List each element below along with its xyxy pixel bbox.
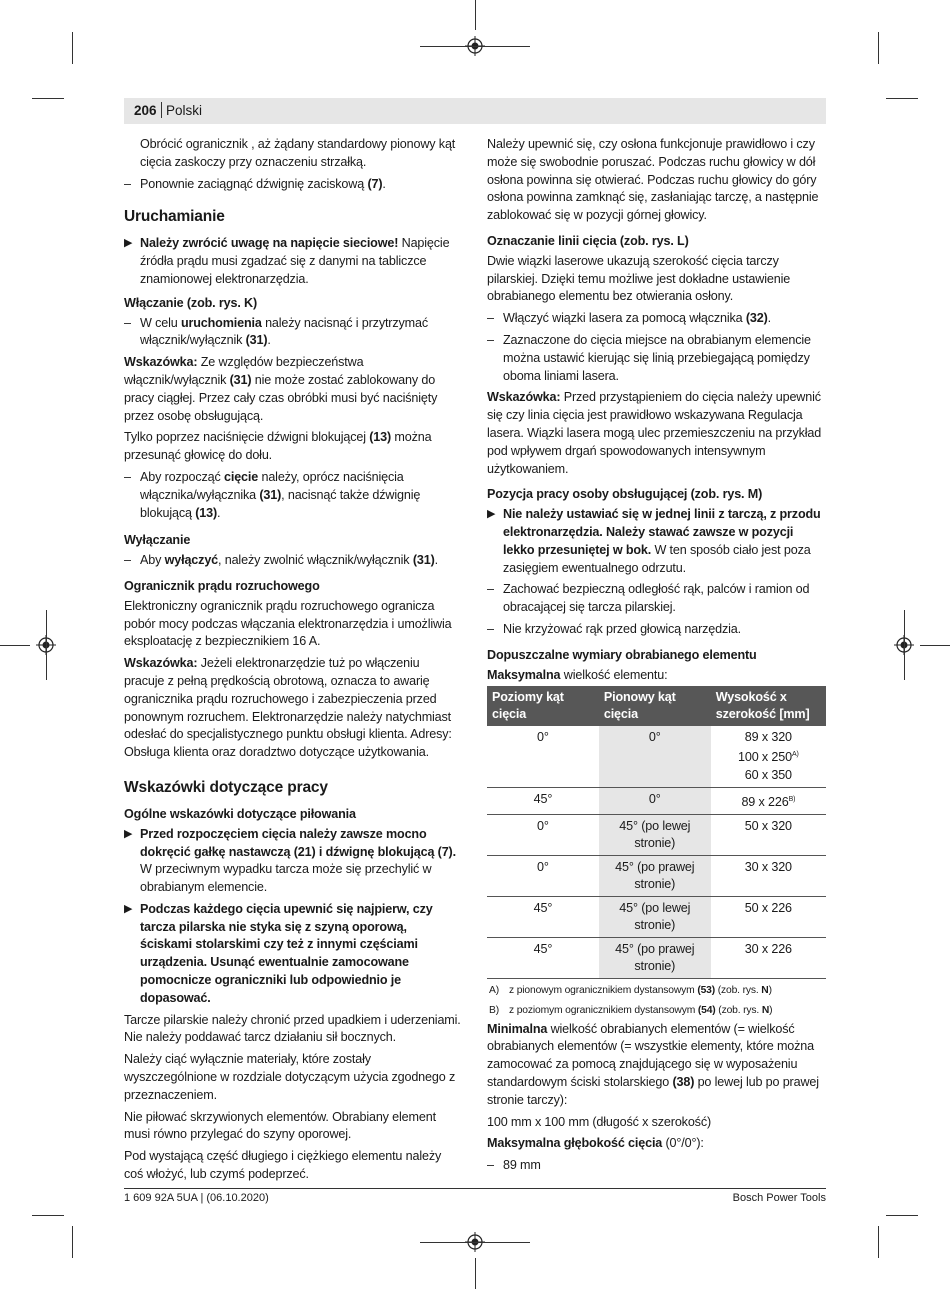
footnote: A) z pionowym ogranicznikiem dystansowym (53) (zob. rys. N) [489, 984, 772, 996]
table-row: 45° 0° 89 x $226^{B)}$ [487, 787, 826, 814]
warning-item: ▶ Nie należy ustawiać się w jednej linii z tarczą, z przodu elektronarzędzia. Należy stawać zawsze w pozycji lekko przesuniętej w bok. W ten sposób ciało jest poza zasięgiem ewentualnego odrzutu. [487, 507, 821, 575]
table-header: Wysokość x szerokość [mm] [711, 686, 826, 726]
crop-mark [46, 610, 47, 680]
list-item: – Ponownie zaciągnąć dźwignię zaciskową (7). [124, 176, 386, 191]
table-row: 0° 45° (po lewej stronie) 50 x 320 [487, 814, 826, 855]
paragraph: Obrócić ogranicznik , aż żądany standardowy pionowy kąt cięcia zaskoczy przy oznaczeniu strzałką. [140, 137, 456, 169]
table-row: 45° 45° (po lewej stronie) 50 x 226 [487, 896, 826, 937]
section-heading: Uruchamianie [124, 208, 225, 226]
crop-mark [878, 1226, 879, 1258]
crop-mark [886, 1215, 918, 1216]
paragraph: Nie piłować skrzywionych elementów. Obrabiany element musi równo przylegać do szyny oporowej. [124, 1109, 436, 1142]
note: Wskazówka: Ze względów bezpieczeństwa włącznik/wyłącznik (31) nie może zostać zablokowany do pracy ciągłej. Przez cały czas obróbki musi być naciśnięty przez osobę obsługującą. [124, 355, 438, 423]
note: Wskazówka: Jeżeli elektronarzędzie tuż po włączeniu pracuje z pełną prędkością obrotową, oznacza to awarię ogranicznika prądu rozruchowego i zabezpieczenia przed ponownym rozruchem. Elektronarzędzie należy natychmiast odesłać do specjalistycznego punktu obsługi klienta. Adresy: Obsługa klienta oraz doradztwo dotyczące użytkowania. [124, 656, 452, 760]
list-item: – Zachować bezpieczną odległość rąk, palców i ramion od obracającej się tarcza pilarskiej. [487, 582, 810, 615]
right-column [487, 136, 826, 1179]
warning-item: ▶ Przed rozpoczęciem cięcia należy zawsze mocno dokręcić gałkę nastawczą (21) i dźwignę blokującą (7). W przeciwnym wypadku tarcza może się przechylić w obrabianym elemencie. [124, 826, 456, 895]
note: Wskazówka: Przed przystąpieniem do cięcia należy upewnić się czy linia cięcia jest prawidłowo wskazywana Regulacja lasera. Wiązki lasera mogą ulec przemieszczeniu na przykład pod wpływem drgań spowodowanych intensywnym użytkowaniem. [487, 390, 822, 476]
table-header: Pionowy kąt cięcia [599, 686, 711, 726]
crop-mark [0, 645, 30, 646]
subheading: Włączanie (zob. rys. K) [124, 295, 258, 310]
footer-divider [124, 1188, 826, 1189]
subheading: Ogranicznik prądu rozruchowego [124, 578, 320, 593]
subheading: Ogólne wskazówki dotyczące piłowania [124, 806, 356, 821]
crop-mark [420, 1242, 530, 1243]
crop-mark [920, 645, 950, 646]
crop-mark [878, 32, 879, 64]
table-row: 0° 45° (po prawej stronie) 30 x 320 [487, 855, 826, 896]
crop-mark [475, 0, 476, 30]
paragraph: Należy ciąć wyłącznie materiały, które zostały wyszczególnione w rozdziale dotyczącym użycia zgodnego z przeznaczeniem. [124, 1052, 456, 1102]
table-row: 45° 45° (po prawej stronie) 30 x 226 [487, 937, 826, 978]
paragraph: Maksymalna wielkość elementu: [487, 667, 668, 682]
crop-mark [904, 610, 905, 680]
subheading: Dopuszczalne wymiary obrabianego elementu [487, 647, 757, 662]
list-item: – Aby rozpocząć cięcie należy, oprócz naciśnięcia włącznika/wyłącznika (31), nacisnąć także dźwignię blokującą (13). [124, 469, 421, 520]
crop-mark [886, 98, 918, 99]
footer-brand: Bosch Power Tools [732, 1192, 826, 1204]
subheading: Pozycja pracy osoby obsługującej (zob. rys. M) [487, 487, 763, 502]
table-row: 0° 0° 89 x 320 100 x $250^{A)}$ 60 x 350 [487, 726, 826, 787]
crop-mark [32, 1215, 64, 1216]
section-heading: Wskazówki dotyczące pracy [124, 778, 328, 796]
warning-item: ▶ Należy zwrócić uwagę na napięcie sieciowe! Napięcie źródła prądu musi zgadzać się z danymi na tabliczce znamionowej elektronarzędzia. [124, 236, 450, 286]
left-column [124, 136, 462, 1188]
list-item: – Nie krzyżować rąk przed głowicą narzędzia. [487, 621, 741, 636]
page-header [124, 98, 826, 124]
paragraph: Minimalna wielkość obrabianych elementów (= wielkość obrabianych elementów (= wszystkie elementy, które można zamocować za pomocą znajdującego się w wyposażeniu standardowym ściski stolarskiego (38) po lewej lub po prawej stronie tarczy): [487, 1021, 819, 1107]
footer-doc-id: 1 609 92A 5UA | (06.10.2020) [124, 1192, 269, 1204]
warning-item: ▶ Podczas każdego cięcia upewnić się najpierw, czy tarcza pilarska nie styka się z szyną oporową, ściskami stolarskimi czy też z innymi częściami urządzenia. Usunąć ewentualnie zamocowane pomocnicze ograniczniki lub odpowiednio je dopasować. [124, 901, 433, 1005]
subheading: Oznaczanie linii cięcia (zob. rys. L) [487, 233, 689, 248]
list-item: – Włączyć wiązki lasera za pomocą włącznika (32). [487, 311, 772, 326]
list-item: – Aby wyłączyć, należy zwolnić włącznik/wyłącznik (31). [124, 553, 438, 568]
paragraph: Należy upewnić się, czy osłona funkcjonuje prawidłowo i czy może się swobodnie poruszać. Podczas ruchu głowicy w dół osłona powinna się otwierać. Podczas ruchu głowicy do góry osłona powinna zamknąć się, zasłaniając tarczę, a następnie zablokować się w pozycji górnej głowicy. [487, 137, 819, 223]
page-number: 206 [134, 103, 157, 118]
paragraph: Tylko poprzez naciśnięcie dźwigni blokującej (13) można przesunąć głowicę do dołu. [124, 430, 432, 463]
paragraph: Dwie wiązki laserowe ukazują szerokość cięcia tarczy pilarskiej. Dzięki temu możliwe jest dokładne ustawienie obrabianego elementu bez otwierania osłony. [487, 253, 791, 304]
crop-mark [32, 98, 64, 99]
subheading: Wyłączanie [124, 533, 191, 548]
crop-mark [72, 1226, 73, 1258]
footnote: B) z poziomym ogranicznikiem dystansowym (54) (zob. rys. N) [489, 1004, 773, 1016]
paragraph: 100 mm x 100 mm (długość x szerokość) [487, 1114, 712, 1129]
list-item: – W celu uruchomienia należy nacisnąć i przytrzymać włącznik/wyłącznik (31). [124, 315, 428, 348]
table-header: Poziomy kąt cięcia [487, 686, 599, 726]
crop-mark [475, 1258, 476, 1289]
crop-mark [420, 46, 530, 47]
list-item: – Zaznaczone do cięcia miejsce na obrabianym elemencie można ustawić kierując się linią przebiegającą pomiędzy oboma liniami lasera. [487, 332, 811, 383]
crop-mark [72, 32, 73, 64]
header-divider [161, 102, 162, 118]
dimensions-table [487, 686, 826, 978]
list-item: – 89 mm [487, 1158, 541, 1173]
paragraph: Elektroniczny ogranicznik prądu rozruchowego ogranicza pobór mocy podczas włączania elektronarzędzia i umożliwia eksploatację z bezpiecznikiem 16 A. [124, 598, 452, 649]
paragraph: Tarcze pilarskie należy chronić przed upadkiem i uderzeniami. Nie należy poddawać tarcz działaniu sił bocznych. [124, 1012, 461, 1045]
paragraph: Maksymalna głębokość cięcia (0°/0°): [487, 1136, 704, 1151]
header-language: Polski [166, 103, 203, 118]
paragraph: Pod wystającą część długiego i ciężkiego elementu należy coś włożyć, lub czymś podeprzeć. [124, 1149, 442, 1182]
